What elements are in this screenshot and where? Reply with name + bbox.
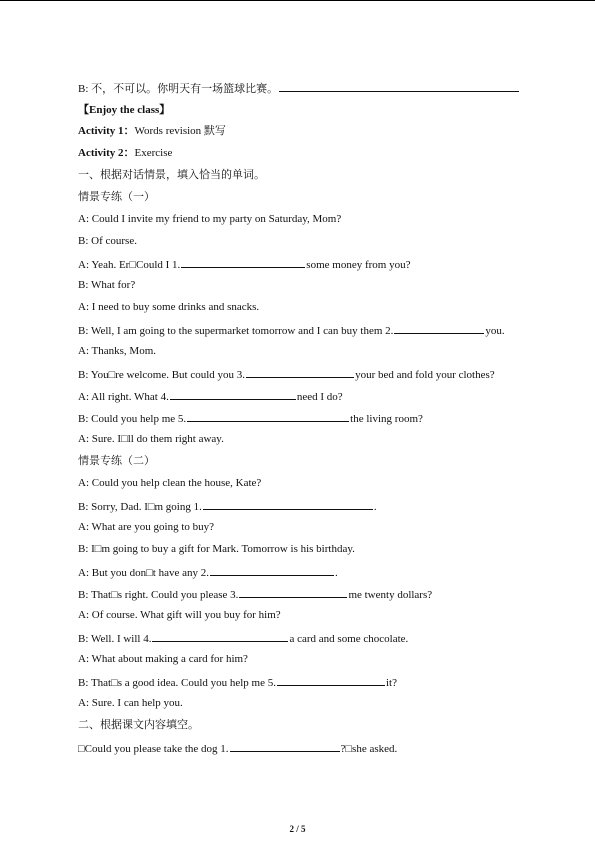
- blank[interactable]: [181, 256, 305, 268]
- part-title: 一、根据对话情景，填入恰当的单词。: [78, 169, 265, 181]
- blank[interactable]: [230, 740, 340, 752]
- page-number: 2 / 5: [289, 824, 306, 834]
- dialogue-line: A: Could I invite my friend to my party on Saturday, Mom?: [78, 213, 342, 225]
- dialogue-line: B: You□re welcome. But could you 3. your bed and fold your clothes?: [78, 366, 495, 382]
- dialogue-line: B: That□s a good idea. Could you help me 5. it?: [78, 674, 397, 690]
- blank[interactable]: [170, 388, 296, 400]
- dialogue-line: B: That□s right. Could you please 3. me twenty dollars?: [78, 586, 432, 602]
- dialogue-line: B: Well. I will 4. a card and some chocolate.: [78, 630, 408, 646]
- dialogue-line: A: Could you help clean the house, Kate?: [78, 477, 262, 489]
- blank[interactable]: [152, 630, 288, 642]
- blank[interactable]: [277, 674, 385, 686]
- scene-title: 情景专练（一）: [78, 191, 155, 203]
- blank[interactable]: [239, 586, 347, 598]
- blank[interactable]: [394, 322, 484, 334]
- part-title: 二、根据课文内容填空。: [78, 719, 199, 731]
- dialogue-line: B: Of course.: [78, 235, 137, 247]
- dialogue-line: A: But you don□t have any 2. .: [78, 564, 338, 580]
- dialogue-line: B: I□m going to buy a gift for Mark. Tomorrow is his birthday.: [78, 543, 355, 555]
- dialogue-line: A: Sure. I can help you.: [78, 697, 183, 709]
- dialogue-line: A: Yeah. Er□Could I 1. some money from you?: [78, 256, 410, 272]
- activity-1: Activity 1：Words revision 默写: [78, 125, 226, 137]
- section-heading: 【Enjoy the class】: [78, 104, 171, 116]
- dialogue-line: A: Sure. I□ll do them right away.: [78, 433, 224, 445]
- activity-2: Activity 2：Exercise: [78, 147, 173, 159]
- blank[interactable]: [246, 366, 354, 378]
- dialogue-line: B: Sorry, Dad. I□m going 1. .: [78, 498, 377, 514]
- dialogue-line: A: What are you going to buy?: [78, 521, 215, 533]
- scene-title: 情景专练（二）: [78, 455, 155, 467]
- dialogue-line: B: What for?: [78, 279, 136, 291]
- header-rule: [0, 0, 595, 1]
- dialogue-line: B: Well, I am going to the supermarket tomorrow and I can buy them 2. you.: [78, 322, 505, 338]
- dialogue-line: □Could you please take the dog 1. ?□she asked.: [78, 740, 397, 756]
- blank[interactable]: [187, 410, 349, 422]
- blank[interactable]: [210, 564, 334, 576]
- blank[interactable]: [279, 80, 519, 92]
- dialogue-line: A: Thanks, Mom.: [78, 345, 157, 357]
- dialogue-line: A: Of course. What gift will you buy for him?: [78, 609, 281, 621]
- dialogue-line: A: I need to buy some drinks and snacks.: [78, 301, 260, 313]
- dialogue-line: A: All right. What 4. need I do?: [78, 388, 343, 404]
- dialogue-line: B: Could you help me 5. the living room?: [78, 410, 423, 426]
- blank[interactable]: [203, 498, 373, 510]
- dialogue-line: B: 不，不可以。你明天有一场篮球比赛。: [78, 80, 520, 96]
- dialogue-line: A: What about making a card for him?: [78, 653, 248, 665]
